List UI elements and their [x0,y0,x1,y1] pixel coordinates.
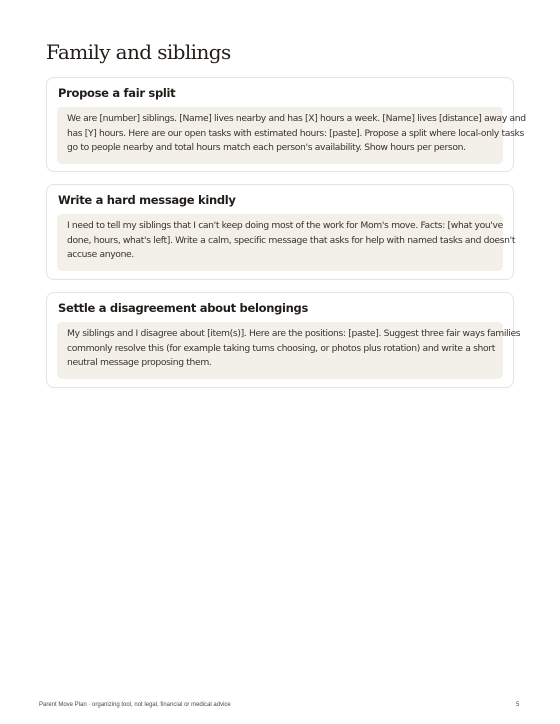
card-title: Settle a disagreement about belongings [58,301,309,315]
prompt-card-hard-message [46,184,514,280]
prompt-line: I need to tell my siblings that I can't keep doing most of the work for Mom's move. Facts: [what you've [67,220,503,231]
prompt-text-box [57,322,521,379]
prompt-text-box [57,107,526,164]
prompt-line: neutral message proposing them. [67,357,212,368]
prompt-line: has [Y] hours. Here are our open tasks with estimated hours: [paste]. Propose a split where local-only tasks [67,127,524,139]
page-title: Family and siblings [46,40,231,64]
page-number: 5 [516,702,520,708]
prompt-line: done, hours, what's left]. Write a calm, specific message that asks for help with named tasks and doesn't [67,234,516,246]
footer-disclaimer: Parent Move Plan · organizing tool, not legal, financial or medical advice [39,702,231,708]
prompt-card-belongings [46,292,521,388]
prompt-card-fair-split [46,77,526,172]
prompt-line: commonly resolve this (for example taking turns choosing, or photos plus rotation) and write a short [67,342,495,354]
card-title: Propose a fair split [58,86,176,100]
prompt-line: My siblings and I disagree about [item(s)]. Here are the positions: [paste]. Suggest three fair ways families [67,328,521,339]
prompt-text-box [57,214,516,271]
prompt-line: We are [number] siblings. [Name] lives nearby and has [X] hours a week. [Name] lives [distance] away and [67,113,526,124]
prompt-line: go to people nearby and total hours match each person's availability. Show hours per person. [67,142,466,153]
prompt-line: accuse anyone. [67,249,134,260]
card-title: Write a hard message kindly [58,193,236,207]
